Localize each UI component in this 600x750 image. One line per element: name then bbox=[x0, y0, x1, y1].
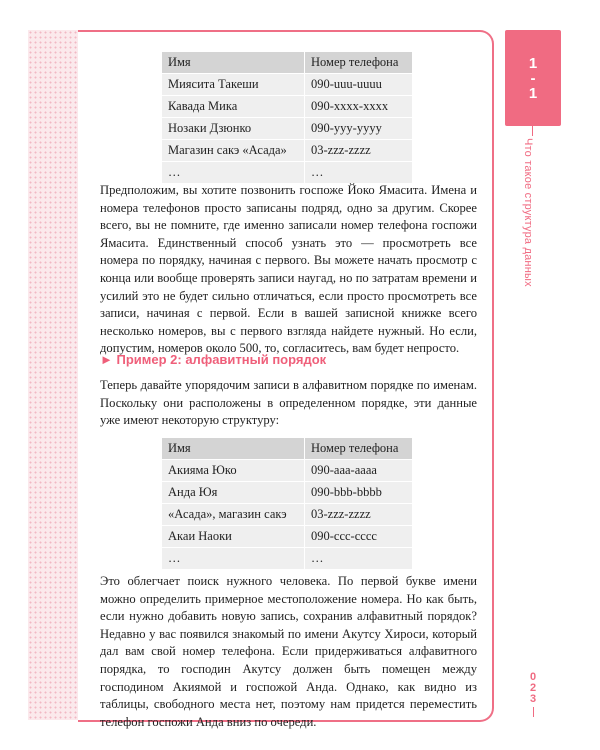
cell-name: «Асада», магазин сакэ bbox=[162, 504, 305, 526]
cell-name: … bbox=[162, 162, 305, 184]
cell-name: Магазин сакэ «Асада» bbox=[162, 140, 305, 162]
table-header-row bbox=[162, 438, 412, 460]
page-digit: 3 bbox=[529, 693, 537, 705]
chapter-number-dash: - bbox=[530, 69, 536, 87]
table-row bbox=[162, 460, 412, 482]
table-row bbox=[162, 526, 412, 548]
table-row bbox=[162, 504, 412, 526]
page-digit: 2 bbox=[529, 682, 537, 694]
table-row bbox=[162, 548, 412, 570]
paragraph-alphabetical-intro: Теперь давайте упорядочим записи в алфавитном порядке по именам. Поскольку они расположены в определенном порядке, эти данные уже имеют некоторую структуру: bbox=[100, 378, 477, 428]
page-number bbox=[520, 672, 546, 717]
page-number-bar bbox=[533, 707, 534, 717]
page-digit: 0 bbox=[529, 671, 537, 683]
cell-name: Нозаки Дзюнко bbox=[162, 118, 305, 140]
cell-phone: 090-uuu-uuuu bbox=[305, 74, 413, 96]
cell-phone: 090-yyy-yyyy bbox=[305, 118, 413, 140]
cell-name: … bbox=[162, 548, 305, 570]
section-heading-example-2: ► Пример 2: алфавитный порядок bbox=[100, 352, 327, 367]
table-header-row bbox=[162, 52, 412, 74]
table-row bbox=[162, 96, 412, 118]
column-header-phone: Номер телефона bbox=[305, 52, 413, 74]
table-row bbox=[162, 74, 412, 96]
cell-phone: 090-ccc-cccc bbox=[305, 526, 413, 548]
tab-connector-line bbox=[532, 126, 533, 136]
phone-table-unsorted bbox=[162, 52, 412, 184]
chapter-number-bottom: 1 bbox=[528, 84, 538, 102]
chapter-number-top: 1 bbox=[528, 54, 538, 72]
dotted-margin bbox=[28, 30, 80, 720]
paragraph-linear-search: Предположим, вы хотите позвонить госпоже Йоко Ямасита. Имена и номера телефонов просто записаны подряд, одно за другим. Скорее всего, вы не помните, где именно записали номер телефона госпожи Ямасита. Единственный способ узнать это — просмотреть все номера по порядку, начиная с первого. Вы можете начать просмотр с конца или вообще проверять записи наугад, но по затратам времени и усилий это не будет сильно отличаться, если просто просмотреть все записи, начиная с первой. Если в вашей записной книжке всего несколько номеров, вы с первого взгляда найдете нужный. Но если, допустим, номеров около 500, то, согласитесь, вам будет непросто. bbox=[100, 183, 477, 356]
cell-name: Анда Юя bbox=[162, 482, 305, 504]
paragraph-insertion-problem: Это облегчает поиск нужного человека. По первой букве имени можно определить примерное местоположение номера. Но как быть, если нужно добавить новую запись, сохранив алфавитный порядок? Недавно у вас появился знакомый по имени Акутсу Хироси, который дал вам свой номер телефона. Если придерживаться алфавитного порядка, то господин Акутсу должен быть помещен между господином Акиямой и госпожой Анда. Однако, как видно из таблицы, свободного места нет, поэтому нам придется переместить телефон госпожи Анда вниз по очереди. bbox=[100, 574, 477, 729]
column-header-name: Имя bbox=[162, 52, 305, 74]
column-header-phone: Номер телефона bbox=[305, 438, 413, 460]
chapter-title-vertical: Что такое структура данных bbox=[522, 138, 534, 287]
cell-phone: 03-zzz-zzzz bbox=[305, 140, 413, 162]
cell-name: Миясита Такеши bbox=[162, 74, 305, 96]
cell-phone: 090-bbb-bbbb bbox=[305, 482, 413, 504]
table-row bbox=[162, 140, 412, 162]
table-row bbox=[162, 162, 412, 184]
cell-name: Акаи Наоки bbox=[162, 526, 305, 548]
cell-phone: 090-aaa-aaaa bbox=[305, 460, 413, 482]
cell-phone: 090-xxxx-xxxx bbox=[305, 96, 413, 118]
cell-name: Кавада Мика bbox=[162, 96, 305, 118]
cell-phone: 03-zzz-zzzz bbox=[305, 504, 413, 526]
cell-name: Акияма Юко bbox=[162, 460, 305, 482]
table-row bbox=[162, 482, 412, 504]
cell-phone: … bbox=[305, 548, 413, 570]
column-header-name: Имя bbox=[162, 438, 305, 460]
cell-phone: … bbox=[305, 162, 413, 184]
phone-table-sorted bbox=[162, 438, 412, 570]
chapter-tab bbox=[505, 30, 561, 126]
table-row bbox=[162, 118, 412, 140]
